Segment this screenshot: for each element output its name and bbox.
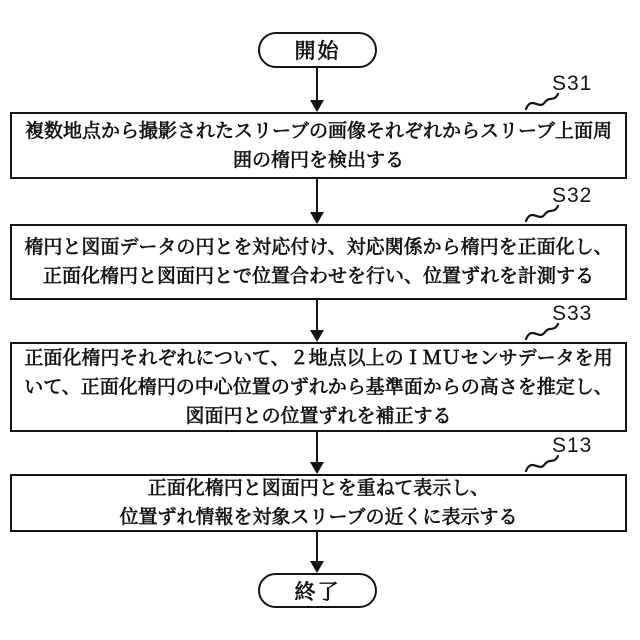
connector-line-3 xyxy=(316,300,318,331)
reference-squiggle-icon-s31 xyxy=(524,92,560,110)
arrowhead-icon-4 xyxy=(310,462,324,474)
step-ref-s33-text: S33 xyxy=(552,302,593,325)
connector-line-5 xyxy=(316,532,318,562)
connector-line-1 xyxy=(316,68,318,102)
process-text-line: 正面化楕円それぞれについて、２地点以上のＩＭＵセンサデータを用 xyxy=(24,347,613,369)
step-ref-s31-text: S31 xyxy=(552,72,593,95)
start-label: 開始 xyxy=(294,40,341,63)
process-box-s13 xyxy=(10,474,627,532)
end-terminal xyxy=(258,573,377,608)
arrowhead-icon-3 xyxy=(310,330,324,342)
process-text-line: 楕円と図面データの円とを対応付け、対応関係から楕円を正面化し、 xyxy=(24,237,613,258)
process-text-line: 正面化楕円と図面円とで位置合わせを行い、位置ずれを計測する xyxy=(42,266,594,287)
connector-line-4 xyxy=(316,432,318,463)
reference-squiggle-icon-s13 xyxy=(524,454,560,472)
arrowhead-icon-1 xyxy=(310,100,324,112)
arrowhead-icon-2 xyxy=(310,212,324,224)
reference-squiggle-icon-s32 xyxy=(524,204,560,222)
process-box-s31 xyxy=(10,112,627,179)
process-text-line: 位置ずれ情報を対象スリーブの近くに表示する xyxy=(119,507,518,528)
start-terminal xyxy=(258,32,377,68)
arrowhead-icon-5 xyxy=(310,561,324,573)
step-ref-s32-text: S32 xyxy=(552,184,593,207)
process-box-s33 xyxy=(10,342,627,432)
end-label: 終了 xyxy=(294,580,341,604)
process-text-line: 図面円との位置ずれを補正する xyxy=(185,405,452,427)
process-box-s32 xyxy=(10,224,627,300)
process-text-line: 囲の楕円を検出する xyxy=(232,149,404,171)
process-text-line: 正面化楕円と図面円とを重ねて表示し、 xyxy=(147,478,490,499)
process-text-line: いて、正面化楕円の中心位置のずれから基準面からの高さを推定し、 xyxy=(24,376,613,398)
process-text-line: 複数地点から撮影されたスリーブの画像それぞれからスリーブ上面周 xyxy=(24,120,613,142)
reference-squiggle-icon-s33 xyxy=(524,322,560,340)
connector-line-2 xyxy=(316,179,318,213)
step-ref-s13-text: S13 xyxy=(552,434,593,457)
